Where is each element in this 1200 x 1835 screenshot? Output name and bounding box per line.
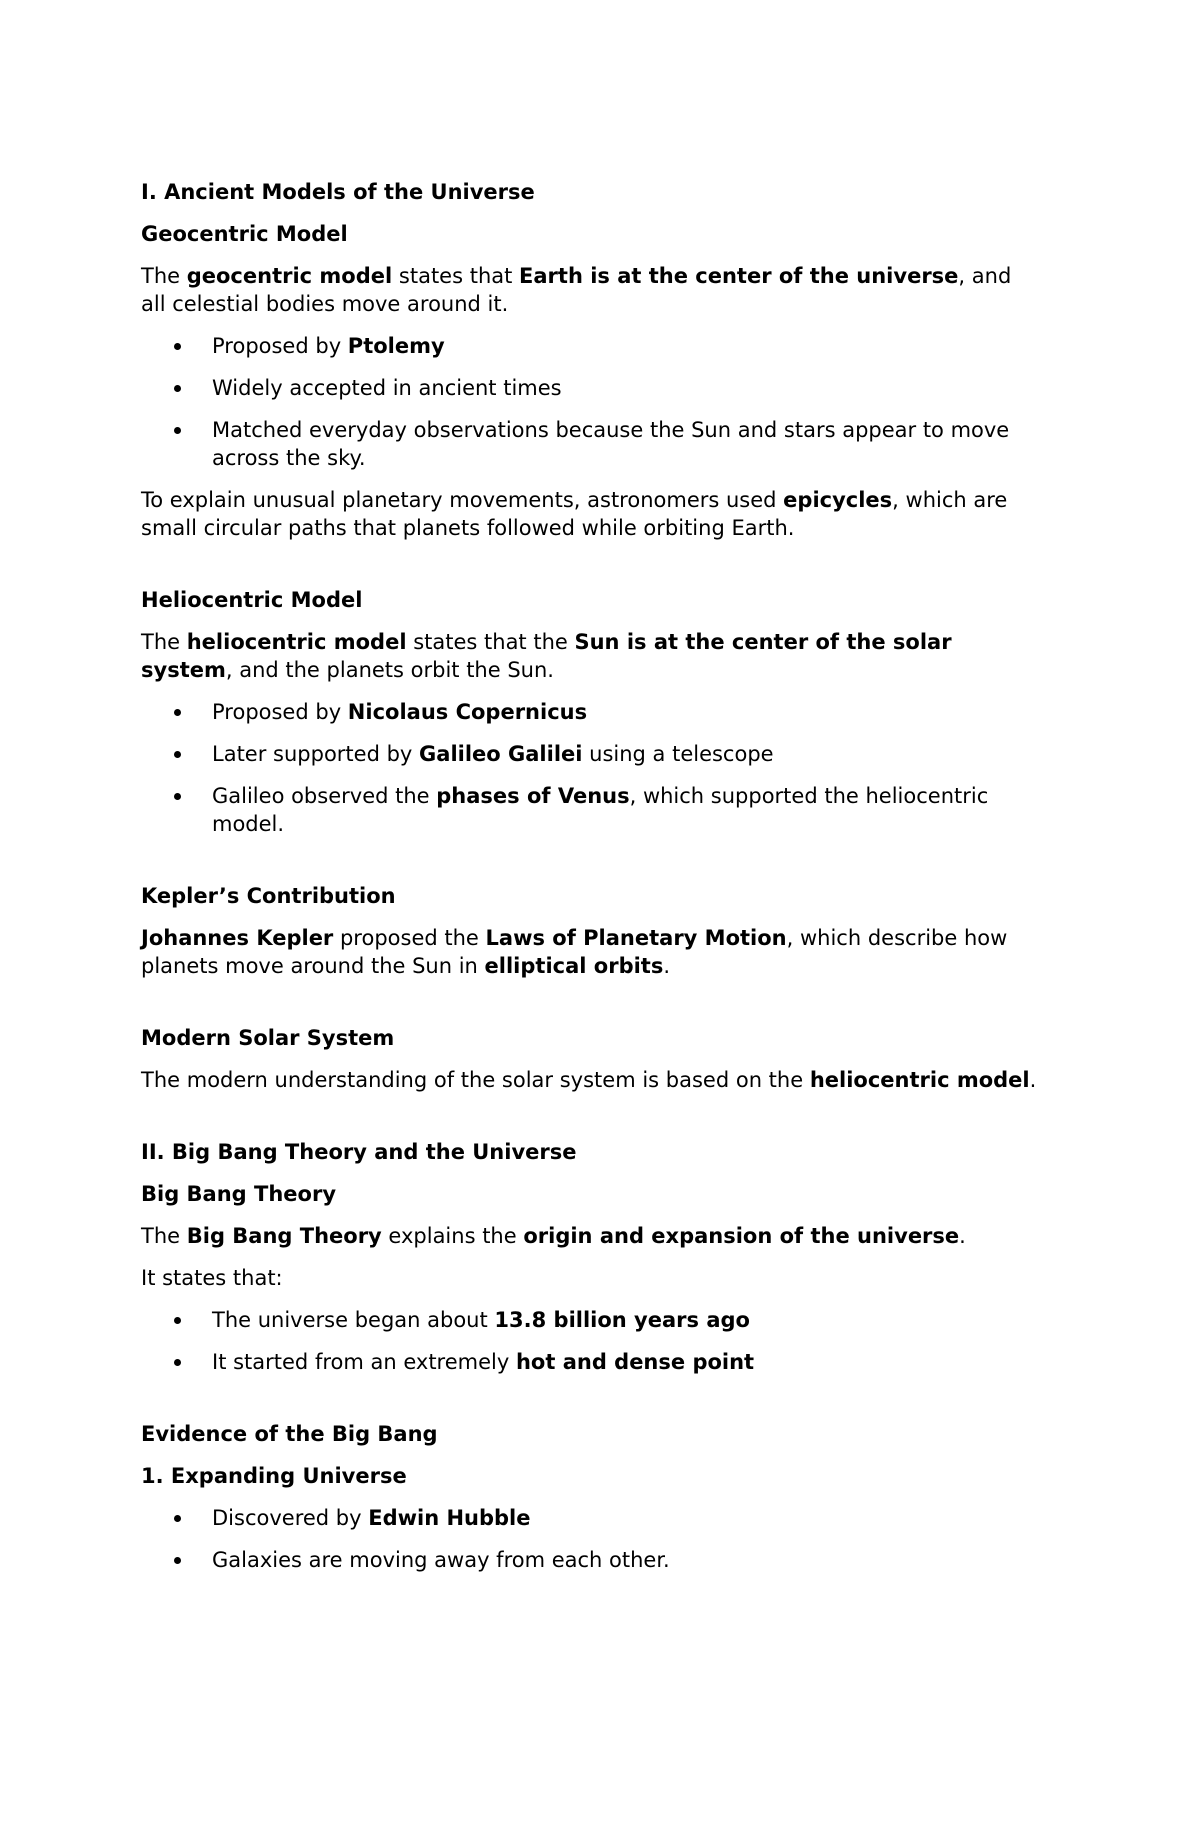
list-item: Matched everyday observations because the Sun and stars appear to move across the sky. [141, 416, 1041, 472]
kepler-paragraph: Johannes Kepler proposed the Laws of Planetary Motion, which describe how planets move around the Sun in elliptical orbits. [141, 926, 1008, 978]
list-item: Proposed by Nicolaus Copernicus [141, 698, 1041, 726]
list-item: Discovered by Edwin Hubble [141, 1504, 1041, 1532]
heading-heliocentric-model: Heliocentric Model [141, 588, 363, 612]
big-bang-bullet-list [141, 1306, 1041, 1376]
heading-big-bang-theory: Big Bang Theory [141, 1182, 337, 1206]
heading-kepler-contribution: Kepler’s Contribution [141, 884, 396, 908]
expanding-universe-bullet-list [141, 1504, 1041, 1574]
heliocentric-definition: The heliocentric model states that the Sun is at the center of the solar system, and the planets orbit the Sun. [141, 630, 952, 682]
geocentric-bullet-list [141, 332, 1041, 472]
heading-expanding-universe: 1. Expanding Universe [141, 1464, 407, 1488]
modern-solar-system-paragraph: The modern understanding of the solar system is based on the heliocentric model. [141, 1068, 1037, 1092]
list-item: Galileo observed the phases of Venus, which supported the heliocentric model. [141, 782, 1041, 838]
big-bang-definition: The Big Bang Theory explains the origin and expansion of the universe. [141, 1224, 966, 1248]
list-item: Proposed by Ptolemy [141, 332, 1041, 360]
geocentric-definition: The geocentric model states that Earth is at the center of the universe, and all celestial bodies move around it. [141, 264, 1012, 316]
list-item: Galaxies are moving away from each other. [141, 1546, 1041, 1574]
list-item: The universe began about 13.8 billion years ago [141, 1306, 1041, 1334]
epicycles-paragraph: To explain unusual planetary movements, astronomers used epicycles, which are small circular paths that planets followed while orbiting Earth. [141, 488, 1008, 540]
section-title-ancient-models: I. Ancient Models of the Universe [141, 180, 535, 204]
document-page [141, 178, 1041, 1588]
heliocentric-bullet-list [141, 698, 1041, 838]
heading-geocentric-model: Geocentric Model [141, 222, 348, 246]
heading-evidence-big-bang: Evidence of the Big Bang [141, 1422, 438, 1446]
heading-modern-solar-system: Modern Solar System [141, 1026, 395, 1050]
list-item: It started from an extremely hot and dense point [141, 1348, 1041, 1376]
list-item: Widely accepted in ancient times [141, 374, 1041, 402]
section-title-big-bang: II. Big Bang Theory and the Universe [141, 1140, 577, 1164]
big-bang-states-that: It states that: [141, 1266, 283, 1290]
list-item: Later supported by Galileo Galilei using a telescope [141, 740, 1041, 768]
